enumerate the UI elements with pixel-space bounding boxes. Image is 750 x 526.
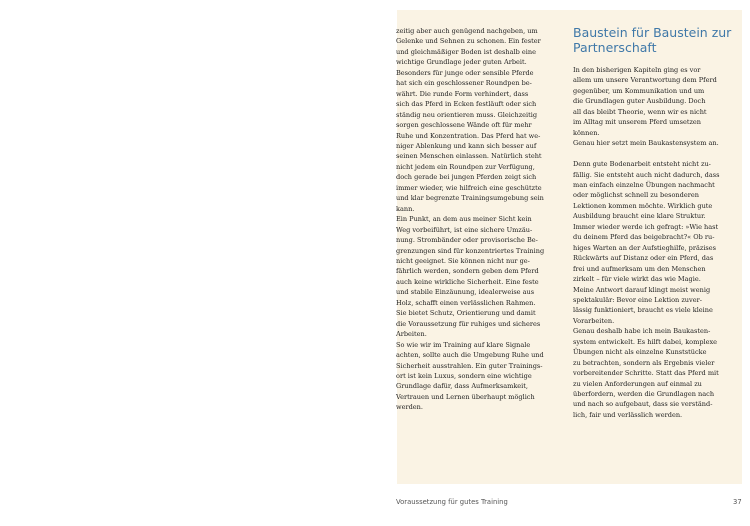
- text-line: die Grundlagen guter Ausbildung. Doch: [573, 97, 706, 106]
- text-line: Rückwärts auf Distanz oder ein Pferd, das: [573, 254, 714, 263]
- text-line: nung. Strombänder oder provisorische Be-: [396, 236, 538, 245]
- text-line: allem um unsere Verantwortung dem Pferd: [573, 76, 717, 85]
- text-line: nicht geeignet. Sie können nicht nur ge-: [396, 256, 530, 265]
- paragraph-gap: [573, 149, 730, 159]
- text-line: du deinem Pferd das beigebracht?« Ob ru-: [573, 233, 715, 242]
- text-line: wichtige Grundlage jeder guten Arbeit.: [396, 58, 527, 67]
- text-line: Arbeiten.: [396, 330, 427, 339]
- text-line: In den bisherigen Kapiteln ging es vor: [573, 66, 701, 74]
- text-line: doch gerade bei jungen Pferden zeigt sich: [396, 173, 537, 182]
- text-line: nicht jedem ein Roundpen zur Verfügung,: [396, 162, 535, 171]
- page-number-right: 37: [733, 498, 742, 506]
- text-line: zu vielen Anforderungen auf einmal zu: [573, 379, 702, 388]
- text-line: gegenüber, um Kommunikation und um: [573, 86, 705, 95]
- text-line: seinen Menschen einlassen. Natürlich steht: [396, 152, 542, 161]
- text-line: währt. Die runde Form verhindert, dass: [396, 89, 529, 98]
- text-line: vorbereitender Schritte. Statt das Pferd mit: [573, 369, 719, 378]
- text-line: Sicherheit ausstrahlen. Ein guter Trainings-: [396, 361, 543, 370]
- text-line: Genau hier setzt mein Baukastensystem an.: [573, 139, 719, 148]
- text-line: frei und aufmerksam um den Menschen: [573, 264, 706, 273]
- text-line: fährlich werden, sondern geben dem Pferd: [396, 267, 539, 276]
- right-column-2: [573, 65, 730, 420]
- running-footer: Voraussetzung für gutes Training: [396, 498, 508, 506]
- text-line: Holz, schafft einen verlässlichen Rahmen.: [396, 298, 536, 307]
- text-line: Besonders für junge oder sensible Pferde: [396, 68, 534, 77]
- text-line: Genau deshalb habe ich mein Baukasten-: [573, 327, 711, 336]
- text-line: überfordern, werden die Grundlagen nach: [573, 390, 715, 399]
- text-line: und stabile Einzäunung, idealerweise aus: [396, 288, 535, 297]
- text-line: lässig funktioniert, braucht es viele kleine: [573, 306, 713, 315]
- text-line: So wie wir im Training auf klare Signale: [396, 340, 531, 349]
- text-line: Gelenke und Sehnen zu schonen. Ein fester: [396, 37, 541, 46]
- text-line: lich, fair und verlässlich werden.: [573, 410, 683, 419]
- text-line: Meine Antwort darauf klingt meist wenig: [573, 285, 711, 294]
- text-line: ständig neu orientieren muss. Gleichzeitig: [396, 110, 538, 119]
- text-line: Vertrauen und Lernen überhaupt möglich: [396, 392, 535, 401]
- text-line: system entwickelt. Es hilft dabei, komplexe: [573, 337, 718, 346]
- text-line: Immer wieder werde ich gefragt: »Wie hast: [573, 222, 719, 231]
- text-line: und klar begrenzte Trainingsumgebung sein: [396, 194, 544, 203]
- text-line: sich das Pferd in Ecken festläuft oder sich: [396, 100, 537, 109]
- text-line: zu betrachten, sondern als Ergebnis vieler: [573, 358, 715, 367]
- text-line: Vorarbeiten.: [573, 316, 615, 325]
- text-line: man einfach einzelne Übungen nachmacht: [573, 180, 715, 189]
- text-line: achten, sollte auch die Umgebung Ruhe und: [396, 351, 544, 360]
- text-line: immer wieder, wie hilfreich eine geschützte: [396, 183, 542, 192]
- text-line: grenzungen sind für konzentriertes Training: [396, 246, 545, 255]
- text-line: und gleichmäßiger Boden ist deshalb eine: [396, 47, 536, 56]
- right-column-1: [396, 26, 561, 413]
- text-line: higes Warten an der Aufstieghilfe, präzises: [573, 243, 717, 252]
- text-line: hat sich ein geschlossener Roundpen be-: [396, 79, 532, 88]
- text-line: ort ist kein Luxus, sondern eine wichtige: [396, 371, 532, 380]
- text-line: Ausbildung braucht eine klare Struktur.: [573, 212, 706, 221]
- text-line: Denn gute Bodenarbeit entsteht nicht zu-: [573, 160, 711, 169]
- section-heading-baustein: Baustein für Baustein zur Partnerschaft: [573, 25, 732, 55]
- text-line: zirkelt – für viele wirkt das wie Magie.: [573, 275, 701, 284]
- text-line: oder möglichst schnell zu besonderen: [573, 191, 699, 200]
- text-line: Weg vorbeiführt, ist eine sichere Umzäu-: [396, 225, 533, 234]
- text-line: werden.: [396, 403, 423, 412]
- text-line: im Alltag mit unserem Pferd umsetzen: [573, 118, 702, 127]
- text-line: und nach so aufgebaut, dass sie verständ-: [573, 400, 713, 409]
- text-line: zeitig aber auch genügend nachgeben, um: [396, 27, 538, 35]
- text-line: sorgen geschlossene Wände oft für mehr: [396, 121, 532, 130]
- text-line: all das bleibt Theorie, wenn wir es nicht: [573, 107, 707, 116]
- text-line: Ein Punkt, an dem aus meiner Sicht kein: [396, 215, 532, 224]
- text-line: auch keine wirkliche Sicherheit. Eine feste: [396, 277, 539, 286]
- text-line: Grundlage dafür, dass Aufmerksamkeit,: [396, 382, 528, 391]
- text-line: können.: [573, 128, 600, 137]
- text-line: Lektionen kommen möchte. Wirklich gute: [573, 201, 713, 210]
- text-line: fällig. Sie entsteht auch nicht dadurch, dass: [573, 170, 720, 179]
- text-line: niger Ablenkung und kann sich besser auf: [396, 141, 537, 150]
- text-line: Ruhe und Konzentration. Das Pferd hat we-: [396, 131, 541, 140]
- text-line: Übungen nicht als einzelne Kunststücke: [573, 348, 707, 357]
- text-line: die Voraussetzung für ruhiges und sicheres: [396, 319, 541, 328]
- text-line: kann.: [396, 204, 415, 213]
- text-line: Sie bietet Schutz, Orientierung und damit: [396, 309, 536, 318]
- text-line: spektakulär: Bevor eine Lektion zuver-: [573, 295, 702, 304]
